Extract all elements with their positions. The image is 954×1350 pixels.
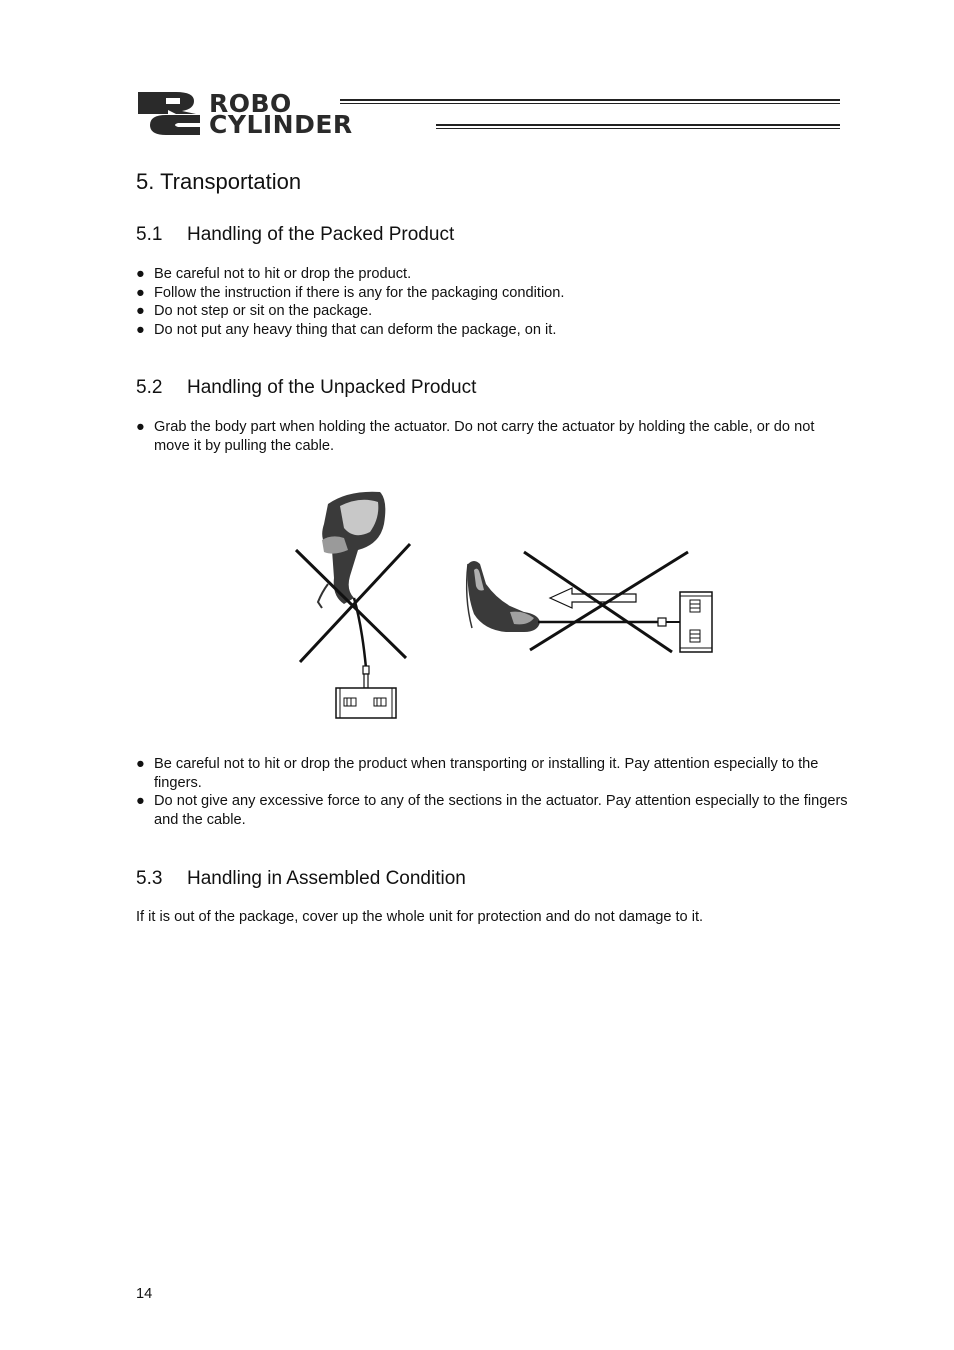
- subsection-number: 5.2: [136, 377, 163, 398]
- list-item: ● Do not give any excessive force to any of the sections in the actuator. Pay attention especially to the fingers and the cable.: [136, 793, 848, 828]
- header-rule-bottom: [436, 124, 840, 129]
- subsection-title: Handling of the Packed Product: [187, 224, 455, 245]
- logo-text-robo: ROBO: [209, 89, 292, 118]
- list-item: ● Follow the instruction if there is any for the packaging condition.: [136, 284, 565, 301]
- bullet-dot: ●: [136, 303, 145, 319]
- list-item: ● Do not step or sit on the package.: [136, 303, 373, 319]
- bullet-list-unpacked-bottom: [136, 755, 848, 829]
- bullet-dot: ●: [136, 756, 145, 772]
- bullet-dot: ●: [136, 284, 145, 301]
- section-title: 5. Transportation: [136, 169, 302, 194]
- hand-holding-cable-icon: [318, 492, 385, 608]
- cross-mark-icon: [524, 552, 688, 652]
- bullet-dot: ●: [136, 321, 145, 338]
- subsection-number: 5.1: [136, 224, 163, 245]
- list-item: ● Do not put any heavy thing that can deform the package, on it.: [136, 321, 557, 338]
- header-rule-top: [340, 99, 840, 104]
- logo-text-cylinder: CYLINDER: [209, 110, 353, 139]
- subsection-heading-5-3: [136, 867, 466, 891]
- bullet-dot: ●: [136, 793, 145, 809]
- subsection-number: 5.3: [136, 868, 163, 889]
- subsection-title: Handling in Assembled Condition: [187, 868, 466, 889]
- subsection-heading-5-2: [136, 376, 476, 400]
- list-item: ● Be careful not to hit or drop the product when transporting or installing it. Pay attention especially to the fingers.: [136, 756, 819, 791]
- bullet-list-unpacked-top: [136, 418, 848, 455]
- subsection-heading-5-1: [136, 223, 454, 247]
- list-item: ● Grab the body part when holding the actuator. Do not carry the actuator by holding the cable, or do not move it by pulling the cable.: [136, 419, 815, 454]
- page-number: 14: [136, 1286, 153, 1302]
- list-item: ● Be careful not to hit or drop the product.: [136, 266, 412, 282]
- assembled-paragraph: If it is out of the package, cover up the whole unit for protection and do not damage to it.: [136, 909, 704, 925]
- subsection-title: Handling of the Unpacked Product: [187, 377, 477, 398]
- handling-illustration: [288, 486, 728, 724]
- bullet-dot: ●: [136, 419, 145, 435]
- hand-pulling-cable-icon: [467, 561, 540, 632]
- bullet-dot: ●: [136, 266, 145, 282]
- rc-logo-mark-icon: [136, 90, 202, 136]
- bullet-list-packed: [136, 265, 846, 339]
- actuator-icon: [680, 592, 712, 652]
- actuator-icon: [336, 688, 396, 718]
